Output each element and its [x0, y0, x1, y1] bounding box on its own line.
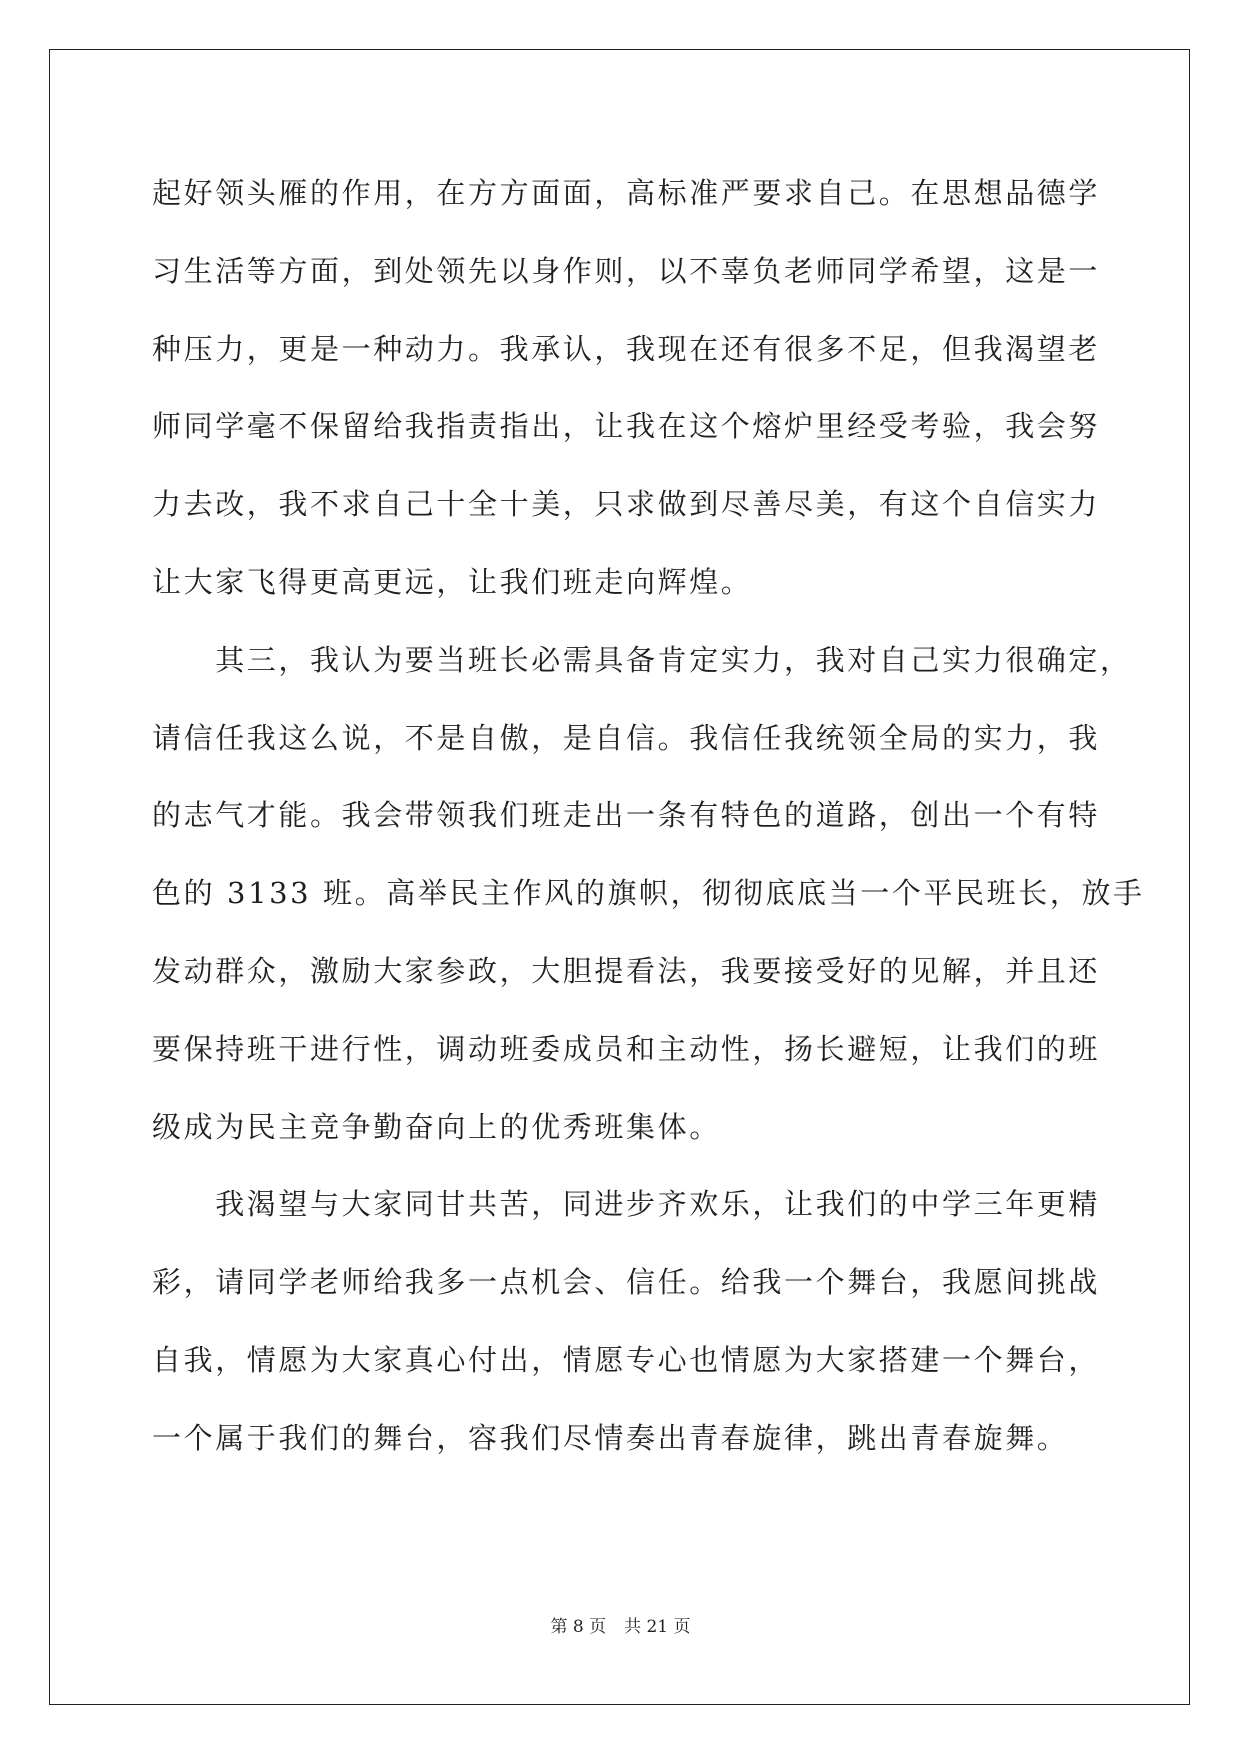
text-line: 让大家飞得更高更远，让我们班走向辉煌。 [152, 564, 753, 599]
text-line: 彩，请同学老师给我多一点机会、信任。给我一个舞台，我愿间挑战 [152, 1265, 1101, 1300]
text-line: 师同学毫不保留给我指责指出，让我在这个熔炉里经受考验，我会努 [152, 409, 1101, 444]
text-line: 种压力，更是一种动力。我承认，我现在还有很多不足，但我渴望老 [152, 331, 1101, 366]
page-total: 共 21 页 [624, 1617, 691, 1637]
text-line: 发动群众，激励大家参政，大胆提看法，我要接受好的见解，并且还 [152, 953, 1101, 988]
text-line: 起好领头雁的作用，在方方面面，高标准严要求自己。在思想品德学 [152, 176, 1101, 210]
text-line: 其三，我认为要当班长必需具备肯定实力，我对自己实力很确定， [152, 642, 1132, 677]
text-line: 要保持班干进行性，调动班委成员和主动性，扬长避短，让我们的班 [152, 1031, 1101, 1066]
text-line: 请信任我这么说，不是自傲，是自信。我信任我统领全局的实力，我 [152, 720, 1101, 755]
text-line: 的志气才能。我会带领我们班走出一条有特色的道路，创出一个有特 [152, 798, 1101, 833]
text-line: 力去改，我不求自己十全十美，只求做到尽善尽美，有这个自信实力 [152, 487, 1101, 522]
text-line: 自我，情愿为大家真心付出，情愿专心也情愿为大家搭建一个舞台， [152, 1342, 1101, 1377]
document-body [152, 155, 1145, 1478]
text-line: 我渴望与大家同甘共苦，同进步齐欢乐，让我们的中学三年更精 [152, 1187, 1101, 1222]
text-line: 色的 3133 班。高举民主作风的旗帜，彻彻底底当一个平民班长，放手 [152, 876, 1145, 911]
page-footer [0, 1612, 1241, 1637]
text-line: 习生活等方面，到处领先以身作则，以不辜负老师同学希望，这是一 [152, 253, 1101, 288]
text-line: 级成为民主竞争勤奋向上的优秀班集体。 [152, 1109, 721, 1144]
text-line: 一个属于我们的舞台，容我们尽情奏出青春旋律，跳出青春旋舞。 [152, 1420, 1069, 1455]
page-number: 第 8 页 [550, 1617, 607, 1637]
